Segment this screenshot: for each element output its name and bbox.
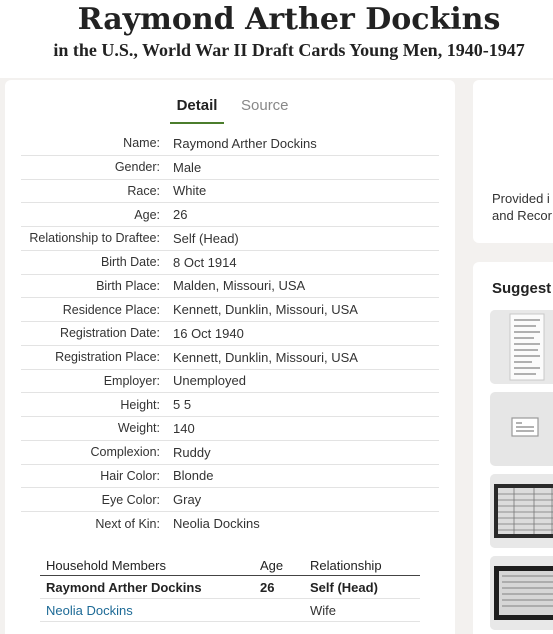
detail-row-relationship — [21, 227, 439, 251]
provided-by-text — [492, 190, 552, 224]
detail-value: Malden, Missouri, USA — [173, 278, 306, 294]
household-member-age: 26 — [260, 579, 275, 595]
provided-by-card — [473, 80, 553, 243]
detail-label: Hair Color: — [100, 468, 160, 483]
detail-value: 8 Oct 1914 — [173, 254, 237, 270]
detail-label: Relationship to Draftee: — [29, 231, 160, 246]
household-header-age: Age — [260, 557, 284, 573]
detail-row-height — [21, 393, 439, 417]
suggested-records-heading: Suggest — [492, 280, 552, 297]
suggested-record-thumbnail[interactable] — [490, 474, 553, 548]
suggested-records-card — [473, 262, 553, 634]
detail-value: Ruddy — [173, 444, 211, 460]
detail-value: Kennett, Dunklin, Missouri, USA — [173, 349, 358, 365]
record-detail-card — [5, 80, 455, 634]
tab-bar — [170, 96, 289, 124]
detail-value: Self (Head) — [173, 230, 239, 246]
table-row — [40, 599, 420, 622]
detail-label: Registration Place: — [55, 350, 160, 365]
page-header — [0, 0, 553, 78]
detail-row-registration-place — [21, 346, 439, 370]
census-page-image — [490, 474, 553, 548]
detail-value: Blonde — [173, 468, 214, 484]
detail-label: Complexion: — [90, 445, 160, 460]
household-header-row — [40, 555, 420, 576]
detail-label: Next of Kin: — [95, 516, 160, 531]
household-member-link[interactable]: Neolia Dockins — [46, 602, 133, 618]
detail-label: Name: — [123, 136, 160, 151]
detail-row-birth-date — [21, 251, 439, 275]
detail-value: 16 Oct 1940 — [173, 325, 244, 341]
detail-label: Gender: — [114, 160, 160, 175]
detail-value: 5 5 — [173, 397, 192, 413]
detail-value: White — [173, 183, 207, 199]
detail-table — [21, 132, 439, 536]
detail-row-employer — [21, 370, 439, 394]
tab-source[interactable]: Source — [241, 97, 289, 114]
detail-label: Residence Place: — [62, 302, 160, 317]
tab-detail[interactable]: Detail — [170, 96, 224, 124]
detail-label: Registration Date: — [59, 326, 160, 341]
detail-value: Neolia Dockins — [173, 516, 260, 532]
detail-row-eye-color — [21, 488, 439, 512]
detail-label: Height: — [120, 397, 160, 412]
detail-label: Age: — [134, 207, 160, 222]
household-member-name: Raymond Arther Dockins — [46, 579, 202, 595]
detail-row-age — [21, 203, 439, 227]
provided-by-line: Provided i — [492, 191, 550, 206]
detail-row-residence — [21, 298, 439, 322]
table-row — [40, 576, 420, 599]
detail-row-race — [21, 180, 439, 204]
detail-label: Birth Date: — [100, 255, 160, 270]
detail-row-name — [21, 132, 439, 156]
detail-label: Eye Color: — [101, 492, 160, 507]
draft-card-image — [490, 310, 553, 384]
detail-value: 140 — [173, 420, 195, 436]
detail-row-complexion — [21, 441, 439, 465]
detail-value: Unemployed — [173, 373, 246, 389]
household-member-relationship: Self (Head) — [310, 579, 378, 595]
suggested-record-thumbnail[interactable] — [490, 392, 553, 466]
detail-value: 26 — [173, 207, 188, 223]
collection-subtitle: in the U.S., World War II Draft Cards Young Men, 1940-1947 — [53, 40, 525, 60]
record-card-icon — [490, 392, 553, 466]
detail-row-next-of-kin — [21, 512, 439, 536]
detail-label: Weight: — [117, 421, 160, 436]
detail-row-weight — [21, 417, 439, 441]
detail-row-gender — [21, 156, 439, 180]
suggested-record-thumbnail[interactable] — [490, 310, 553, 384]
detail-value: Raymond Arther Dockins — [173, 135, 317, 151]
detail-row-registration-date — [21, 322, 439, 346]
suggested-record-thumbnail[interactable] — [490, 556, 553, 630]
household-members-table — [40, 555, 420, 622]
household-member-relationship: Wife — [310, 602, 336, 618]
detail-value: Male — [173, 159, 202, 175]
household-header-name: Household Members — [46, 557, 166, 573]
detail-row-birth-place — [21, 275, 439, 299]
detail-row-hair-color — [21, 465, 439, 489]
detail-label: Employer: — [103, 373, 160, 388]
detail-value: Kennett, Dunklin, Missouri, USA — [173, 302, 358, 318]
detail-label: Birth Place: — [96, 278, 160, 293]
provided-by-line: and Recor — [492, 208, 552, 223]
detail-label: Race: — [127, 183, 160, 198]
page-title: Raymond Arther Dockins — [77, 2, 501, 37]
register-page-image — [490, 556, 553, 630]
detail-value: Gray — [173, 492, 202, 508]
household-header-relationship: Relationship — [310, 557, 382, 573]
